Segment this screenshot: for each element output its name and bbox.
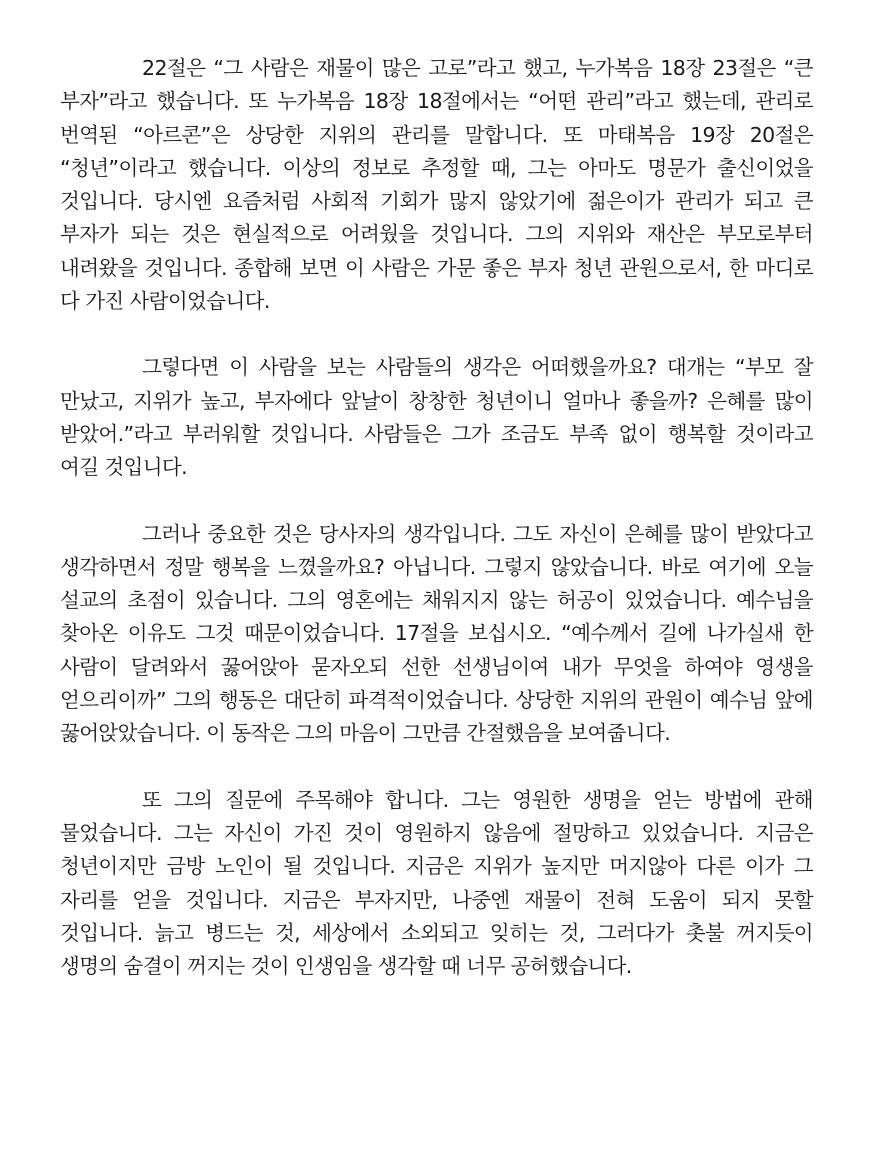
paragraph-1: 22절은 “그 사람은 재물이 많은 고로”라고 했고, 누가복음 18장 23절은 “큰 부자”라고 했습니다. 또 누가복음 18장 18절에서는 “어떤 관리”라고 했는데, 관리로 번역된 “아르콘”은 상당한 지위의 관리를 말합니다. 또 마태복음 19장 20절은 “청년”이라고 했습니다. 이상의 정보로 추정할 때, 그는 아마도 명문가 출신이었을 것입니다. 당시엔 요즘처럼 사회적 기회가 많지 않았기에 젊은이가 관리가 되고 큰 부자가 되는 것은 현실적으로 어려웠을 것입니다. 그의 지위와 재산은 부모로부터 내려왔을 것입니다. 종합해 보면 이 사람은 가문 좋은 부자 청년 관원으로서, 한 마디로 다 가진 사람이었습니다. xyxy=(60,56,813,314)
paragraph-4: 또 그의 질문에 주목해야 합니다. 그는 영원한 생명을 얻는 방법에 관해 물었습니다. 그는 자신이 가진 것이 영원하지 않음에 절망하고 있었습니다. 지금은 청년이지만 금방 노인이 될 것입니다. 지금은 지위가 높지만 머지않아 다른 이가 그 자리를 얻을 것입니다. 지금은 부자지만, 나중엔 재물이 전혀 도움이 되지 못할 것입니다. 늙고 병드는 것, 세상에서 소외되고 잊히는 것, 그러다가 촛불 꺼지듯이 생명의 숨결이 꺼지는 것이 인생임을 생각할 때 너무 공허했습니다. xyxy=(60,787,813,979)
document-page xyxy=(60,52,813,983)
paragraph-2: 그렇다면 이 사람을 보는 사람들의 생각은 어떠했을까요? 대개는 “부모 잘 만났고, 지위가 높고, 부자에다 앞날이 창창한 청년이니 얼마나 좋을까? 은혜를 많이 받았어.”라고 부러워할 것입니다. 사람들은 그가 조금도 부족 없이 행복할 것이라고 여길 것입니다. xyxy=(60,355,813,480)
paragraph-3: 그러나 중요한 것은 당사자의 생각입니다. 그도 자신이 은혜를 많이 받았다고 생각하면서 정말 행복을 느꼈을까요? 아닙니다. 그렇지 않았습니다. 바로 여기에 오늘 설교의 초점이 있습니다. 그의 영혼에는 채워지지 않는 허공이 있었습니다. 예수님을 찾아온 이유도 그것 때문이었습니다. 17절을 보십시오. “예수께서 길에 나가실새 한 사람이 달려와서 꿇어앉아 묻자오되 선한 선생님이여 내가 무엇을 하여야 영생을 얻으리이까” 그의 행동은 대단히 파격적이었습니다. 상당한 지위의 관원이 예수님 앞에 꿇어앉았습니다. 이 동작은 그의 마음이 그만큼 간절했음을 보여줍니다. xyxy=(60,521,813,746)
